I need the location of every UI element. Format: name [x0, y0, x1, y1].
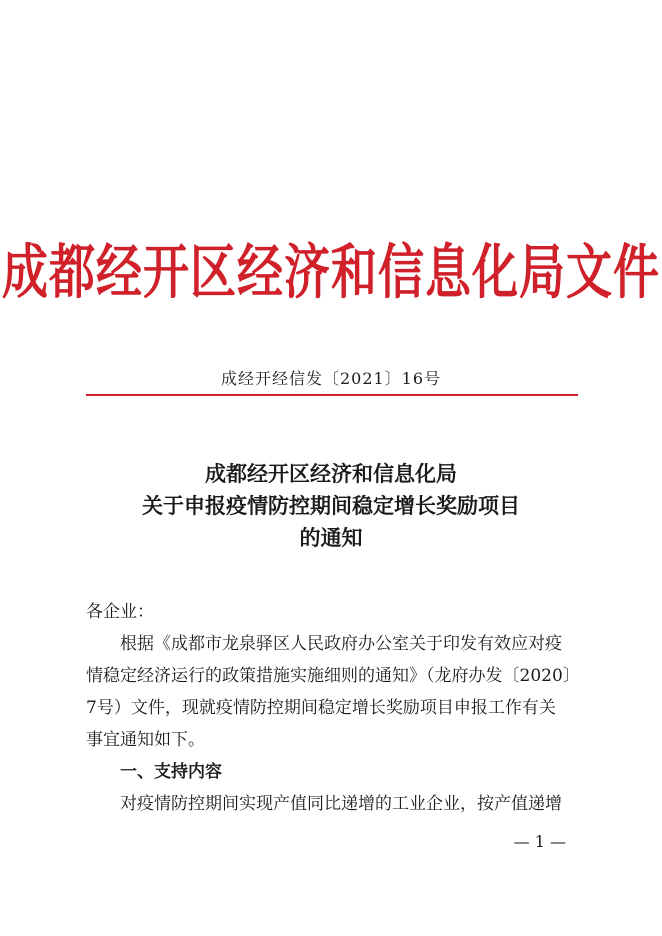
notice-title: [0, 458, 662, 554]
red-divider-line: [86, 394, 578, 396]
document-number: 成经开经信发〔2021〕16号: [220, 369, 442, 388]
page-number: — 1 —: [513, 832, 566, 851]
section-heading-support-content: 一、支持内容: [120, 762, 222, 782]
notice-title-line-3: 的通知: [299, 525, 363, 550]
paragraph-1-line-2: 情稳定经济运行的政策措施实施细则的通知》（龙府办发〔2020〕: [86, 666, 580, 686]
salutation: 各企业：: [86, 602, 154, 622]
document-body: [86, 596, 578, 820]
masthead-title: 成都经开区经济和信息化局文件: [2, 237, 660, 307]
paragraph-1-line-4: 事宜通知如下。: [86, 730, 205, 750]
notice-title-line-2: 关于申报疫情防控期间稳定增长奖励项目: [142, 493, 520, 518]
paragraph-2: 对疫情防控期间实现产值同比递增的工业企业，按产值递增: [120, 794, 562, 814]
paragraph-1: [86, 628, 578, 756]
notice-title-line-1: 成都经开区经济和信息化局: [205, 461, 457, 486]
paragraph-1-line-1: 根据《成都市龙泉驿区人民政府办公室关于印发有效应对疫: [120, 634, 562, 654]
paragraph-1-line-3: 7号）文件，现就疫情防控期间稳定增长奖励项目申报工作有关: [86, 698, 556, 718]
